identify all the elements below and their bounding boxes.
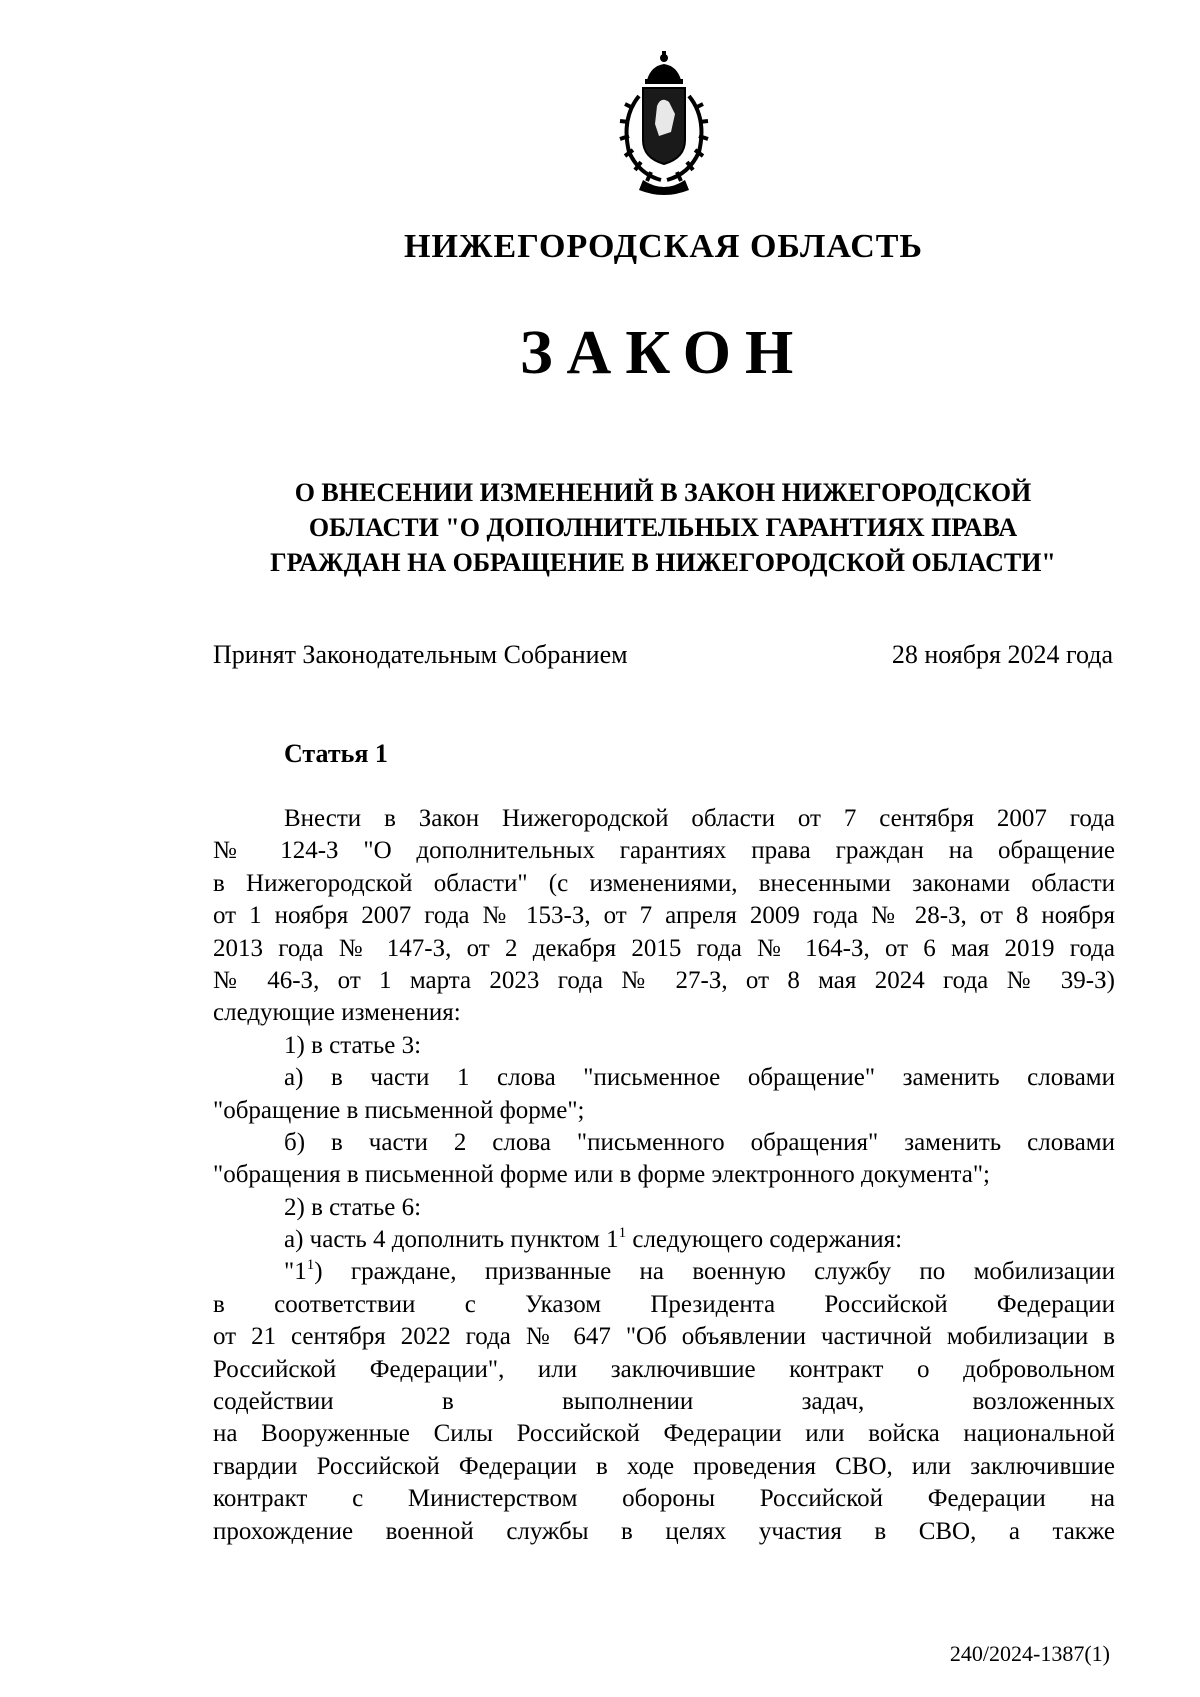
body-line: Внести в Закон Нижегородской области от 7 сентября 2007 года (284, 805, 1115, 832)
body-line: 2013 года № 147-З, от 2 декабря 2015 года № 164-З, от 6 мая 2019 года (213, 934, 1115, 962)
law-title-line: ОБЛАСТИ "О ДОПОЛНИТЕЛЬНЫХ ГАРАНТИЯХ ПРАВА (308, 513, 1018, 542)
body-text-fragment: а) часть 4 дополнить пунктом 1 (284, 1226, 619, 1254)
body-line: Российской Федерации", или заключившие контракт о добровольном (213, 1355, 1115, 1383)
superscript: 1 (306, 1257, 315, 1274)
article-body (213, 803, 1115, 1548)
article-heading: Статья 1 (284, 739, 388, 768)
document-number: 240/2024-1387(1) (949, 1641, 1110, 1666)
body-text-fragment: следующего содержания: (626, 1226, 903, 1254)
body-line: 2) в статье 6: (284, 1193, 422, 1221)
law-title-line: О ВНЕСЕНИИ ИЗМЕНЕНИЙ В ЗАКОН НИЖЕГОРОДСКОЙ (294, 478, 1032, 507)
adoption-date: 28 ноября 2024 года (891, 640, 1113, 669)
adoption-line (213, 640, 1113, 670)
body-line: от 1 ноября 2007 года № 153-З, от 7 апреля 2009 года № 28-З, от 8 ноября (213, 902, 1115, 930)
body-line: б) в части 2 слова "письменного обращения" заменить словами (284, 1128, 1115, 1156)
coat-of-arms-emblem (599, 48, 729, 198)
body-line: "обращения в письменной форме или в форме электронного документа"; (213, 1161, 990, 1189)
body-line: в Нижегородской области" (с изменениями, внесенными законами области (213, 869, 1115, 897)
body-line (213, 1256, 1115, 1288)
law-title (210, 475, 1116, 580)
body-line: следующие изменения: (213, 999, 461, 1027)
body-line: 1) в статье 3: (284, 1031, 422, 1059)
body-line: от 21 сентября 2022 года № 647 "Об объявлении частичной мобилизации в (213, 1323, 1115, 1351)
body-line: прохождение военной службы в целях участия в СВО, а также (213, 1517, 1115, 1545)
body-line: "обращение в письменной форме"; (213, 1096, 585, 1124)
body-text-fragment: ) граждане, призванные на военную службу по мобилизации (314, 1258, 1115, 1286)
body-line: содействии в выполнении задач, возложенных (213, 1388, 1115, 1416)
region-name: НИЖЕГОРОДСКАЯ ОБЛАСТЬ (404, 228, 923, 265)
document-type: ЗАКОН (519, 319, 808, 387)
superscript: 1 (618, 1225, 627, 1242)
body-line (213, 1224, 1115, 1256)
body-line: контракт с Министерством обороны Российской Федерации на (213, 1485, 1115, 1513)
law-title-line: ГРАЖДАН НА ОБРАЩЕНИЕ В НИЖЕГОРОДСКОЙ ОБЛАСТИ" (270, 548, 1056, 577)
body-line: а) в части 1 слова "письменное обращение" заменить словами (284, 1064, 1115, 1092)
body-line: № 46-З, от 1 марта 2023 года № 27-З, от 8 мая 2024 года № 39-З) (213, 966, 1115, 994)
body-line: гвардии Российской Федерации в ходе проведения СВО, или заключившие (213, 1452, 1115, 1480)
body-line: на Вооруженные Силы Российской Федерации или войска национальной (213, 1420, 1115, 1448)
body-line: № 124-З "О дополнительных гарантиях права граждан на обращение (213, 837, 1115, 865)
adopting-body: Принят Законодательным Собранием (213, 640, 628, 669)
body-line: в соответствии с Указом Президента Российской Федерации (213, 1290, 1115, 1318)
body-text-fragment: "1 (284, 1258, 307, 1286)
